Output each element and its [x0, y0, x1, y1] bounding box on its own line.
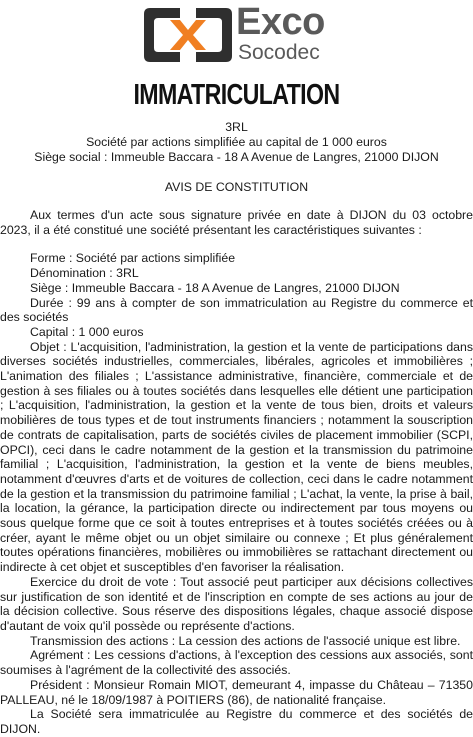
field-forme: Forme : Société par actions simplifiée	[30, 251, 236, 266]
company-form: Société par actions simplifiée au capital de 1 000 euros	[86, 135, 387, 149]
notice-header	[0, 120, 473, 195]
company-address: Siège social : Immeuble Baccara - 18 A Avenue de Langres, 21000 DIJON	[34, 150, 439, 164]
field-president: Président : Monsieur Romain MIOT, demeurant 4, impasse du Château – 71350 PALLEAU, né le 18/09/1987 à POITIERS (86), de nationalité française.	[0, 677, 473, 707]
field-denomination: Dénomination : 3RL	[30, 266, 139, 281]
intro-paragraph: Aux termes d'un acte sous signature privée en date à DIJON du 03 octobre 2023, il a été constitué une société présentant les caractéristiques suivantes :	[0, 208, 473, 237]
logo-subtitle: Socodec	[238, 41, 320, 64]
field-immatriculation: La Société sera immatriculée au Registre du commerce et des sociétés de DIJON.	[0, 707, 473, 736]
field-transmission: Transmission des actions : La cession des actions de l'associé unique est libre.	[30, 633, 461, 648]
field-capital: Capital : 1 000 euros	[30, 324, 144, 339]
field-vote: Exercice du droit de vote : Tout associé peut participer aux décisions collectives sur justification de son identité et de l'inscription en compte de ses actions au jour de la décision collective. Sous réserve des dispositions légales, chaque associé dispose d'autant de voix qu'il possède ou représente d'actions.	[0, 574, 473, 633]
field-objet: Objet : L'acquisition, l'administration, la gestion et la vente de participations dans diverses sociétés industrielles, commerciales, libérales, agricoles et immobilières ; L'animation des filiales ; L'assistance administrative, financière, commerciale et de gestion à ses filiales ou à toutes sociétés dans lesquelles elle détient une participation ; L'acquisition, l'administration, la gestion et la vente de tous bien, droits et valeurs mobilières de tous types et de tout instruments financiers ; notamment la souscription de contrats de capitalisation, parts de sociétés civiles de placement immobilier (SCPI, OPCI), ceci dans le cadre notamment de la gestion et la transmission du patrimoine familial ; L'acquisition, l'administration, la gestion et la vente de biens meubles, notamment d'œuvres d'arts et de voitures de collection, ceci dans le cadre notamment de la gestion et la transmission du patrimoine familial ; L'achat, la vente, la prise à bail, la location, la gérance, la participation directe ou indirectement par tous moyens ou sous quelque forme que ce soit à toutes entreprises et à toutes sociétés créées ou à créer, ayant le même objet ou un objet similaire ou connexe ; Et plus généralement toutes opérations financières, mobilières ou immobilières se rattachant directement ou indirecte à cet objet et susceptibles d'en favoriser la réalisation.	[0, 339, 473, 575]
field-duree: Durée : 99 ans à compter de son immatriculation au Registre du commerce et des sociétés	[0, 295, 473, 325]
exco-socodec-logo	[140, 1, 340, 66]
field-siege: Siège : Immeuble Baccara - 18 A Avenue de Langres, 21000 DIJON	[30, 280, 400, 295]
logo-wordmark: Exco	[236, 1, 325, 43]
field-agrement: Agrément : Les cessions d'actions, à l'exception des cessions aux associés, sont soumises à l'agrément de la collectivité des associés.	[0, 648, 473, 678]
notice-title: AVIS DE CONSTITUTION	[164, 180, 309, 194]
exco-logo-mark-icon	[140, 4, 236, 66]
company-name: 3RL	[225, 120, 248, 134]
notice-body	[0, 208, 473, 737]
section-banner: IMMATRICULATION	[133, 79, 340, 111]
